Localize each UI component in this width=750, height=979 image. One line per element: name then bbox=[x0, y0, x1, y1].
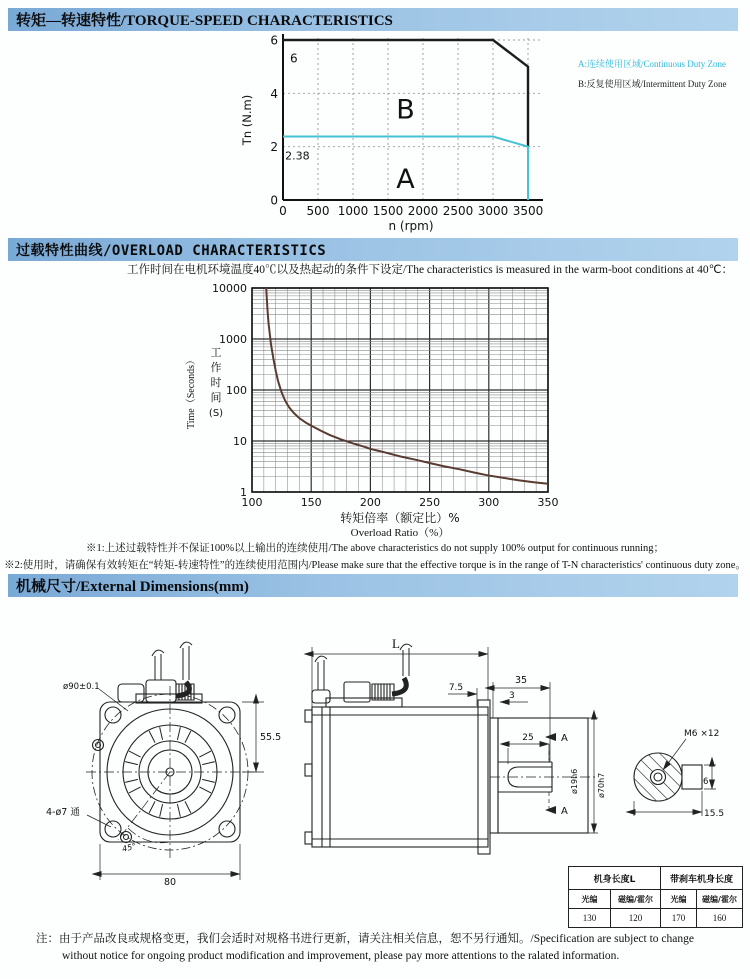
legend-item-continuous-zone: A:连续使用区域/Continuous Duty Zone bbox=[578, 59, 726, 69]
svg-text:2: 2 bbox=[270, 140, 278, 155]
cable-leads-side bbox=[315, 644, 412, 694]
dim-label-m6x12: M6 ×12 bbox=[684, 729, 720, 739]
section-header-dimensions bbox=[8, 574, 738, 597]
torque-speed-chart bbox=[235, 30, 585, 235]
svg-text:1000: 1000 bbox=[219, 333, 247, 346]
svg-text:150: 150 bbox=[300, 496, 322, 509]
table-value: 160 bbox=[697, 909, 743, 928]
svg-text:转矩倍率（额定比）%: 转矩倍率（额定比）% bbox=[340, 511, 460, 525]
section-title-dimensions: 机械尺寸/External Dimensions(mm) bbox=[16, 579, 249, 595]
svg-text:A: A bbox=[396, 164, 415, 195]
svg-text:1500: 1500 bbox=[372, 204, 404, 218]
table-subheader: 光编 bbox=[661, 890, 697, 909]
connector-side bbox=[312, 682, 402, 707]
dim-label-4-holes: 4-ø7 通 bbox=[46, 807, 80, 818]
overload-note-2: ※2:使用时，请确保有效转矩在“转矩-转速特性”的连续使用范围内/Please make sure that the effective torque is in the range of T-N characteristics' continuous duty zone。 bbox=[4, 560, 746, 571]
svg-text:Time（Seconds）: Time（Seconds） bbox=[186, 354, 197, 430]
svg-text:10: 10 bbox=[233, 435, 247, 448]
dim-label-3: 3 bbox=[509, 691, 515, 701]
svg-text:间: 间 bbox=[210, 391, 222, 404]
dim-label-L: L bbox=[392, 636, 400, 651]
section-title-torque-speed: 转矩—转速特性/TORQUE-SPEED CHARACTERISTICS bbox=[16, 13, 393, 29]
svg-text:100: 100 bbox=[241, 496, 263, 509]
table-subheader: 磁编/霍尔 bbox=[611, 890, 661, 909]
svg-text:2000: 2000 bbox=[407, 204, 439, 218]
cable-leads-front bbox=[152, 642, 192, 696]
table-value: 130 bbox=[569, 909, 611, 928]
dim-label-6: 6 bbox=[703, 777, 709, 787]
overload-notes bbox=[0, 540, 750, 574]
svg-text:4: 4 bbox=[270, 86, 278, 101]
svg-text:6: 6 bbox=[290, 51, 298, 66]
footnote-text: 由于产品改良或规格变更，我们会适时对规格书进行更新，请关注相关信息，恕不另行通知。/Specification are subject to change without notice for ongoing product modification and improvement, please pay more attentions to the ralated information. bbox=[59, 933, 694, 962]
svg-text:3500: 3500 bbox=[512, 204, 544, 218]
svg-text:0: 0 bbox=[279, 204, 287, 218]
svg-text:n (rpm): n (rpm) bbox=[388, 219, 434, 233]
overload-chart bbox=[180, 276, 580, 544]
svg-text:2.38: 2.38 bbox=[285, 149, 310, 163]
footnote bbox=[36, 931, 720, 965]
svg-text:Overload Ratio（%）: Overload Ratio（%） bbox=[350, 527, 450, 539]
legend-item-intermittent-zone: B:反复使用区域/Intermittent Duty Zone bbox=[578, 79, 727, 89]
motor-body bbox=[312, 707, 488, 847]
svg-text:2500: 2500 bbox=[442, 204, 474, 218]
table-subheader: 磁编/霍尔 bbox=[697, 890, 743, 909]
svg-text:3000: 3000 bbox=[477, 204, 509, 218]
section-label-a2: A bbox=[561, 806, 568, 817]
svg-text:工: 工 bbox=[210, 346, 222, 359]
svg-text:100: 100 bbox=[226, 384, 247, 397]
svg-text:(S): (S) bbox=[208, 408, 224, 419]
table-header-body-length: 机身长度L bbox=[569, 867, 661, 890]
table-header-brake-length: 带刹车机身长度 bbox=[661, 867, 743, 890]
svg-text:6: 6 bbox=[270, 33, 278, 48]
table-value: 120 bbox=[611, 909, 661, 928]
section-header-overload bbox=[8, 238, 738, 261]
dim-label-15-5: 15.5 bbox=[704, 809, 725, 819]
svg-text:350: 350 bbox=[537, 496, 559, 509]
svg-text:B: B bbox=[396, 94, 415, 126]
front-view bbox=[46, 642, 281, 888]
dim-label-45deg: 45° bbox=[121, 841, 138, 854]
centerlines-front bbox=[86, 686, 254, 858]
overload-condition-text: 工作时间在电机环境温度40℃以及热起动的条件下设定/The characteristics is measured in the warm-boot conditions at 40℃： bbox=[126, 264, 734, 276]
dim-label-35: 35 bbox=[514, 675, 528, 686]
svg-text:1000: 1000 bbox=[337, 204, 369, 218]
svg-text:时: 时 bbox=[210, 376, 222, 389]
section-label-a1: A bbox=[561, 733, 568, 744]
torque-chart-legend bbox=[578, 54, 726, 94]
section-title-overload: 过载特性曲线/OVERLOAD CHARACTERISTICS bbox=[16, 242, 327, 259]
overload-note-1: ※1:上述过载特性并不保证100%以上输出的连续使用/The above characteristics do not supply 100% output for continuous running； bbox=[85, 543, 664, 554]
dim-label-shaft-dia: ø19h6 bbox=[570, 768, 579, 794]
dim-label-55-5: 55.5 bbox=[260, 732, 282, 743]
svg-text:Tn (N.m): Tn (N.m) bbox=[240, 94, 254, 146]
dim-label-spigot-dia: ø70h7 bbox=[597, 772, 606, 798]
svg-text:200: 200 bbox=[359, 496, 381, 509]
svg-text:作: 作 bbox=[210, 361, 222, 374]
dim-label-80: 80 bbox=[164, 877, 177, 888]
section-header-torque-speed bbox=[8, 8, 738, 31]
svg-text:10000: 10000 bbox=[212, 282, 247, 295]
footnote-label: 注： bbox=[36, 933, 59, 945]
svg-text:300: 300 bbox=[478, 496, 500, 509]
shaft-end-view bbox=[625, 729, 724, 819]
dim-label-7-5: 7.5 bbox=[448, 683, 464, 693]
body-length-table bbox=[568, 866, 743, 928]
table-subheader: 光编 bbox=[569, 890, 611, 909]
svg-text:1: 1 bbox=[240, 486, 247, 499]
svg-text:500: 500 bbox=[306, 204, 330, 218]
dim-label-d90: ø90±0.1 bbox=[63, 682, 100, 692]
side-view bbox=[305, 636, 606, 854]
svg-text:250: 250 bbox=[419, 496, 441, 509]
svg-text:0: 0 bbox=[270, 193, 278, 208]
section-arrows bbox=[545, 733, 556, 814]
table-value: 170 bbox=[661, 909, 697, 928]
front-dimensions bbox=[87, 689, 264, 880]
dim-label-25: 25 bbox=[522, 733, 534, 743]
